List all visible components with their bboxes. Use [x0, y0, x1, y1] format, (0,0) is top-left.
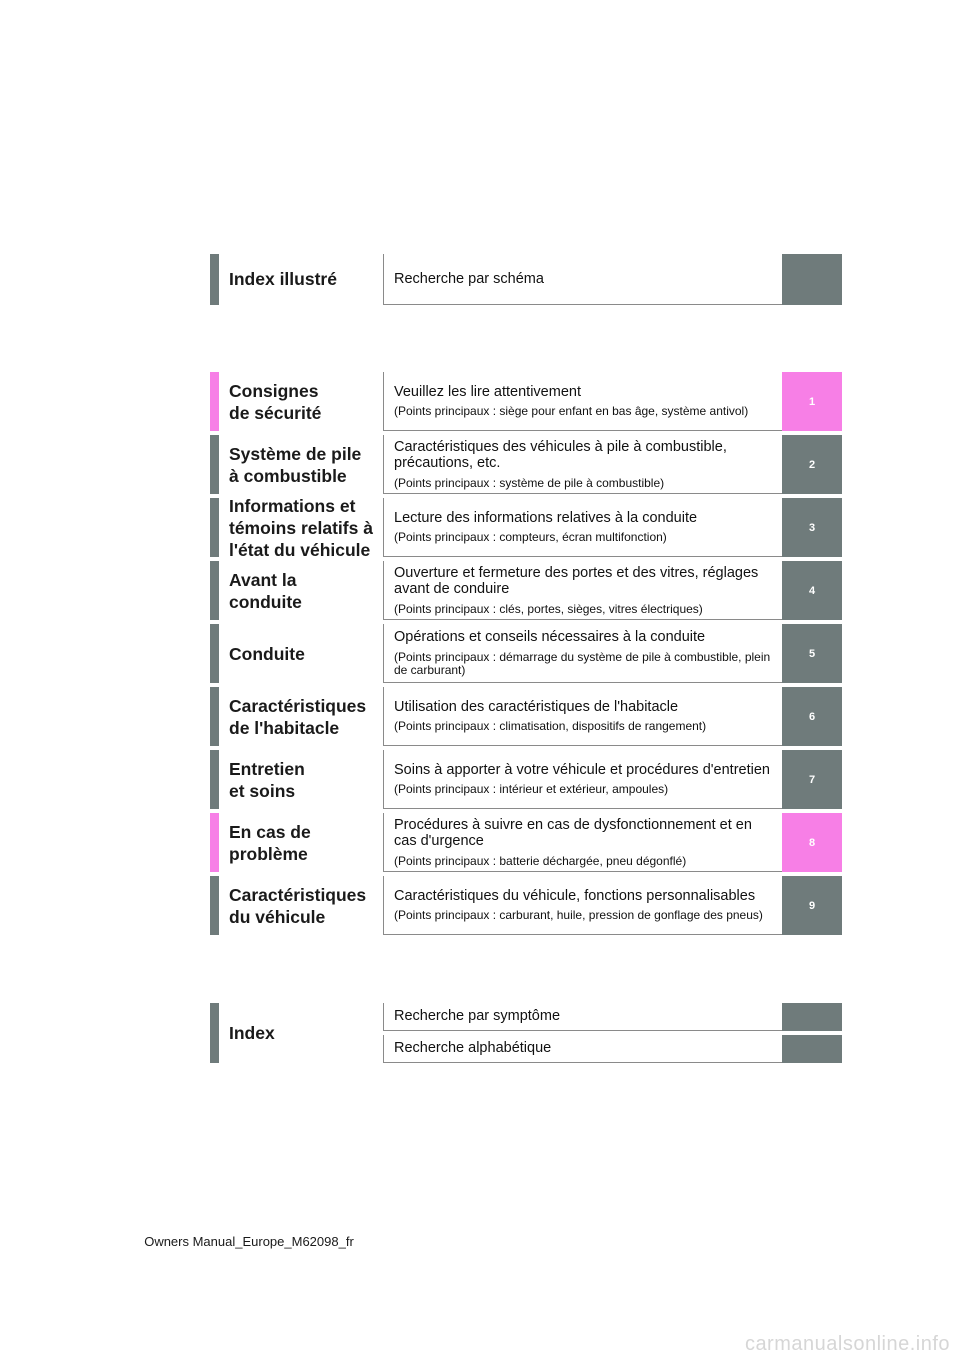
chapter-key-points: (Points principaux : démarrage du système de pile à combustible, plein de carburant) [394, 649, 771, 677]
chapter-list [210, 372, 842, 935]
chapter-number-tab[interactable]: 6 [782, 687, 842, 746]
section-title: Index [229, 1023, 275, 1043]
chapter-number-tab[interactable]: 8 [782, 813, 842, 872]
chapter-number-tab[interactable]: 1 [782, 372, 842, 431]
chapter-bar [210, 813, 219, 872]
chapter-row[interactable] [210, 561, 842, 620]
chapter-description [383, 813, 782, 872]
chapter-row[interactable] [210, 495, 842, 560]
chapter-description-main: Opérations et conseils nécessaires à la conduite [394, 629, 706, 646]
chapter-bar [210, 876, 219, 935]
index-item-label: Recherche alphabétique [394, 1040, 552, 1057]
chapter-number-tab[interactable]: 3 [782, 498, 842, 557]
chapter-key-points: (Points principaux : système de pile à combustible) [394, 475, 665, 490]
watermark: carmanualsonline.info [744, 1333, 950, 1355]
section-tab [782, 1003, 842, 1031]
chapter-key-points: (Points principaux : intérieur et extérieur, ampoules) [394, 782, 669, 797]
chapter-key-points: (Points principaux : siège pour enfant en bas âge, système antivol) [394, 404, 749, 419]
chapter-key-points: (Points principaux : carburant, huile, pression de gonflage des pneus) [394, 908, 763, 923]
chapter-description-main: Veuillez les lire attentivement [394, 383, 581, 400]
index-section [210, 1003, 842, 1063]
chapter-description [383, 624, 782, 683]
chapter-number-tab[interactable]: 4 [782, 561, 842, 620]
chapter-description-main: Lecture des informations relatives à la conduite [394, 509, 698, 526]
chapter-description-main: Procédures à suivre en cas de dysfonctionnement et en cas d'urgence [394, 816, 752, 849]
chapter-bar [210, 372, 219, 431]
chapter-key-points: (Points principaux : clés, portes, sièges, vitres électriques) [394, 601, 703, 616]
section-bar [210, 254, 219, 305]
chapter-key-points: (Points principaux : climatisation, dispositifs de rangement) [394, 719, 707, 734]
footer-document-id: Owners Manual_Europe_M62098_fr [144, 1234, 354, 1249]
chapter-title: Entretien et soins [229, 758, 305, 801]
chapter-number-tab[interactable]: 2 [782, 435, 842, 494]
chapter-description [383, 372, 782, 431]
chapter-description [383, 435, 782, 494]
chapter-row[interactable] [210, 750, 842, 809]
chapter-description-main: Caractéristiques du véhicule, fonctions personnalisables [394, 887, 756, 904]
chapter-description-main: Ouverture et fermeture des portes et des vitres, réglages avant de conduire [394, 564, 759, 597]
illustrated-index-section[interactable] [210, 254, 842, 305]
chapter-row[interactable] [210, 687, 842, 746]
index-item-alphabetical[interactable] [383, 1035, 782, 1063]
chapter-bar [210, 498, 219, 557]
chapter-title: Consignes de sécurité [229, 380, 322, 423]
chapter-description [383, 876, 782, 935]
section-tab [782, 254, 842, 305]
chapter-description [383, 498, 782, 557]
chapter-row[interactable] [210, 435, 842, 494]
section-description [383, 254, 782, 305]
index-item-label: Recherche par symptôme [394, 1008, 561, 1025]
chapter-description [383, 687, 782, 746]
chapter-description-main: Utilisation des caractéristiques de l'habitacle [394, 698, 679, 715]
section-title: Index illustré [229, 269, 337, 289]
chapter-title: Conduite [229, 643, 305, 664]
chapter-key-points: (Points principaux : compteurs, écran multifonction) [394, 530, 667, 545]
chapter-title: Caractéristiques de l'habitacle [229, 695, 367, 738]
chapter-description-main: Soins à apporter à votre véhicule et procédures d'entretien [394, 761, 770, 778]
chapter-row[interactable] [210, 813, 842, 872]
chapter-number-tab[interactable]: 7 [782, 750, 842, 809]
chapter-number-tab[interactable]: 5 [782, 624, 842, 683]
chapter-description-main: Caractéristiques des véhicules à pile à combustible, précautions, etc. [394, 438, 727, 471]
chapter-title: Caractéristiques du véhicule [229, 884, 367, 927]
chapter-row[interactable] [210, 876, 842, 935]
section-bar [210, 1003, 219, 1063]
chapter-title: Avant la conduite [229, 569, 302, 612]
index-item-symptom[interactable] [383, 1003, 782, 1031]
chapter-title: Système de pile à combustible [229, 443, 362, 486]
chapter-bar [210, 750, 219, 809]
chapter-bar [210, 561, 219, 620]
chapter-bar [210, 435, 219, 494]
chapter-bar [210, 624, 219, 683]
chapter-title: Informations et témoins relatifs à l'état du véhicule [229, 495, 373, 560]
chapter-number-tab[interactable]: 9 [782, 876, 842, 935]
section-tab [782, 1035, 842, 1063]
chapter-key-points: (Points principaux : batterie déchargée, pneu dégonflé) [394, 853, 687, 868]
section-description-main: Recherche par schéma [394, 270, 544, 287]
chapter-row[interactable] [210, 372, 842, 431]
chapter-bar [210, 687, 219, 746]
chapter-description [383, 561, 782, 620]
chapter-description [383, 750, 782, 809]
chapter-title: En cas de problème [229, 821, 311, 864]
chapter-row[interactable] [210, 624, 842, 683]
